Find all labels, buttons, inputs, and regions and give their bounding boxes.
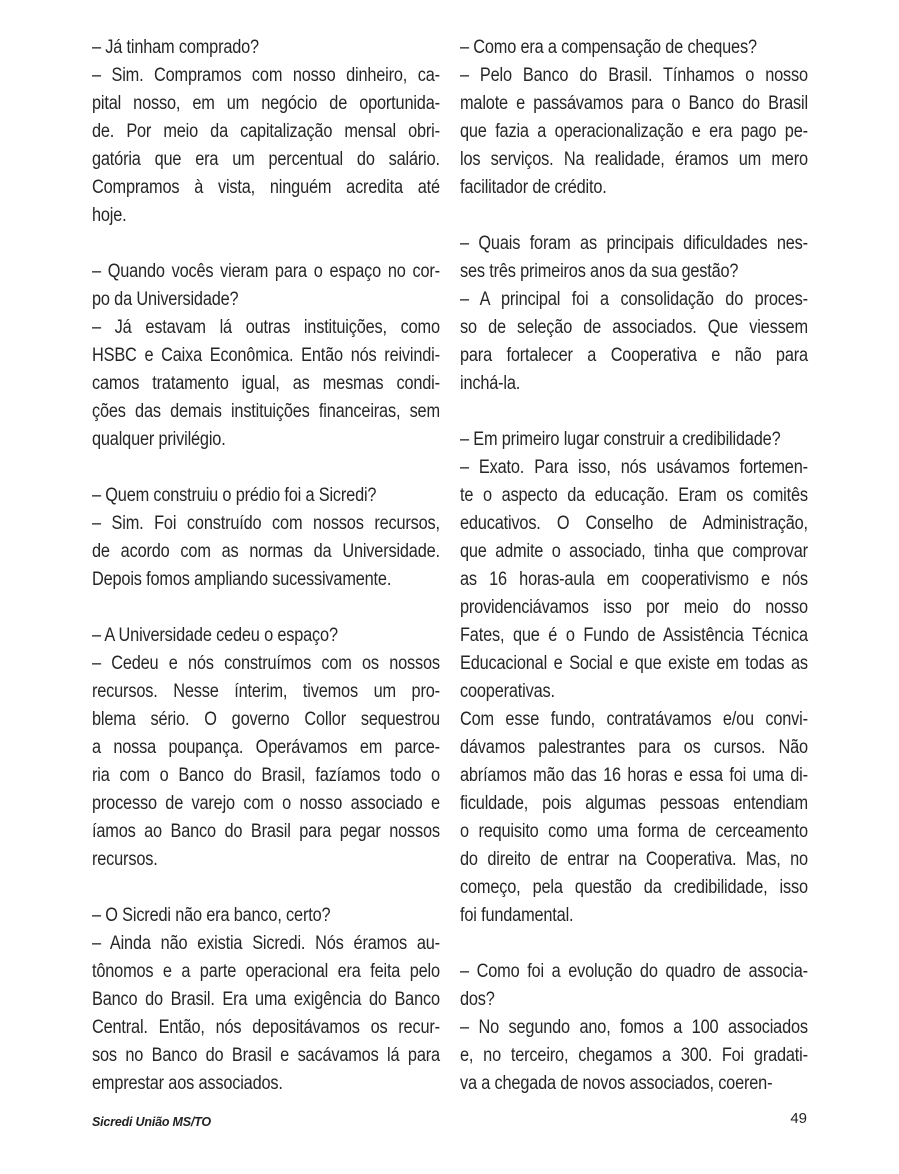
text-line: – A principal foi a consolidação do proces-: [460, 289, 808, 310]
text-line: va a chegada de novos associados, coeren-: [460, 1073, 773, 1094]
text-line: los serviços. Na realidade, éramos um mero: [460, 149, 808, 170]
text-line: dávamos palestrantes para os cursos. Não: [460, 737, 808, 758]
text-line: malote e passávamos para o Banco do Brasil: [460, 93, 808, 114]
paragraph: [460, 286, 808, 398]
text-line: – Exato. Para isso, nós usávamos fortemen-: [460, 457, 808, 478]
text-line: – Em primeiro lugar construir a credibilidade?: [460, 429, 781, 450]
paragraph: [460, 426, 808, 454]
text-line: Educacional e Social e que existe em todas as: [460, 653, 808, 674]
paragraph: [92, 622, 440, 650]
paragraph: [92, 62, 440, 230]
text-line: Central. Então, nós depositávamos os recur-: [92, 1017, 440, 1038]
paragraph: [460, 958, 808, 1014]
text-line: camos tratamento igual, as mesmas condi-: [92, 373, 440, 394]
paragraph: [92, 34, 440, 62]
text-line: foi fundamental.: [460, 905, 574, 926]
text-line: blema sério. O governo Collor sequestrou: [92, 709, 440, 730]
paragraph: [460, 62, 808, 202]
text-line: que admite o associado, tinha que comprovar: [460, 541, 808, 562]
text-line: so de seleção de associados. Que viessem: [460, 317, 808, 338]
paragraph: [92, 930, 440, 1098]
text-line: pital nosso, em um negócio de oportunida-: [92, 93, 440, 114]
text-line: sos no Banco do Brasil e sacávamos lá para: [92, 1045, 440, 1066]
text-line: para fortalecer a Cooperativa e não para: [460, 345, 808, 366]
text-line: Com esse fundo, contratávamos e/ou convi-: [460, 709, 808, 730]
text-line: HSBC e Caixa Econômica. Então nós reivindi-: [92, 345, 440, 366]
text-line: Fates, que é o Fundo de Assistência Técnica: [460, 625, 808, 646]
text-line: cooperativas.: [460, 681, 555, 702]
text-line: a nossa poupança. Operávamos em parce-: [92, 737, 440, 758]
text-line: íamos ao Banco do Brasil para pegar nossos: [92, 821, 440, 842]
text-line: emprestar aos associados.: [92, 1073, 283, 1094]
text-line: – Como foi a evolução do quadro de associa-: [460, 961, 808, 982]
paragraph: [460, 230, 808, 286]
text-line: recursos.: [92, 849, 158, 870]
text-line: ções das demais instituições financeiras, sem: [92, 401, 440, 422]
text-line: ria com o Banco do Brasil, fazíamos todo o: [92, 765, 440, 786]
text-line: o requisito como uma forma de cerceamento: [460, 821, 808, 842]
text-line: as 16 horas-aula em cooperativismo e nós: [460, 569, 808, 590]
paragraph: [460, 1014, 808, 1098]
text-line: qualquer privilégio.: [92, 429, 226, 450]
text-line: tônomos e a parte operacional era feita pelo: [92, 961, 440, 982]
text-line: – No segundo ano, fomos a 100 associados: [460, 1017, 808, 1038]
text-line: ses três primeiros anos da sua gestão?: [460, 261, 739, 282]
paragraph: [460, 34, 808, 62]
text-line: que fazia a operacionalização e era pago pe-: [460, 121, 808, 142]
text-line: – Como era a compensação de cheques?: [460, 37, 757, 58]
text-line: educativos. O Conselho de Administração,: [460, 513, 808, 534]
text-line: inchá-la.: [460, 373, 521, 394]
paragraph: [92, 650, 440, 874]
paragraph: [460, 454, 808, 706]
text-line: hoje.: [92, 205, 127, 226]
text-line: Compramos à vista, ninguém acredita até: [92, 177, 440, 198]
paragraph: [92, 482, 440, 510]
text-line: – O Sicredi não era banco, certo?: [92, 905, 331, 926]
text-line: gatória que era um percentual do salário.: [92, 149, 440, 170]
text-line: processo de varejo com o nosso associado e: [92, 793, 440, 814]
paragraph: [92, 314, 440, 454]
text-line: – Cedeu e nós construímos com os nossos: [92, 653, 440, 674]
text-line: do direito de entrar na Cooperativa. Mas, no: [460, 849, 808, 870]
text-line: Banco do Brasil. Era uma exigência do Banco: [92, 989, 440, 1010]
text-line: – Sim. Compramos com nosso dinheiro, ca-: [92, 65, 440, 86]
text-line: te o aspecto da educação. Eram os comitês: [460, 485, 808, 506]
text-line: – Quais foram as principais dificuldades nes-: [460, 233, 808, 254]
text-line: ficuldade, pois algumas pessoas entendiam: [460, 793, 808, 814]
text-line: po da Universidade?: [92, 289, 239, 310]
text-line: abríamos mão das 16 horas e essa foi uma di-: [460, 765, 808, 786]
column-right: [460, 34, 808, 1098]
paragraph: [92, 902, 440, 930]
text-line: – Ainda não existia Sicredi. Nós éramos au-: [92, 933, 440, 954]
text-line: facilitador de crédito.: [460, 177, 607, 198]
text-line: – Quem construiu o prédio foi a Sicredi?: [92, 485, 377, 506]
text-line: – Sim. Foi construído com nossos recursos,: [92, 513, 440, 534]
text-line: – Já tinham comprado?: [92, 37, 259, 58]
page-number: 49: [790, 1110, 807, 1127]
text-line: providenciávamos isso por meio do nosso: [460, 597, 808, 618]
text-line: Depois fomos ampliando sucessivamente.: [92, 569, 392, 590]
footer-book-title: Sicredi União MS/TO: [92, 1115, 211, 1129]
paragraph: [92, 510, 440, 594]
text-line: de acordo com as normas da Universidade.: [92, 541, 440, 562]
text-line: e, no terceiro, chegamos a 300. Foi gradati-: [460, 1045, 808, 1066]
text-line: – A Universidade cedeu o espaço?: [92, 625, 338, 646]
text-line: – Quando vocês vieram para o espaço no cor-: [92, 261, 440, 282]
text-line: começo, pela questão da credibilidade, isso: [460, 877, 808, 898]
text-line: de. Por meio da capitalização mensal obri-: [92, 121, 440, 142]
column-left: [92, 34, 440, 1098]
text-line: – Pelo Banco do Brasil. Tínhamos o nosso: [460, 65, 808, 86]
text-line: – Já estavam lá outras instituições, como: [92, 317, 440, 338]
text-line: recursos. Nesse ínterim, tivemos um pro-: [92, 681, 440, 702]
paragraph: [460, 706, 808, 930]
paragraph: [92, 258, 440, 314]
text-line: dos?: [460, 989, 495, 1010]
